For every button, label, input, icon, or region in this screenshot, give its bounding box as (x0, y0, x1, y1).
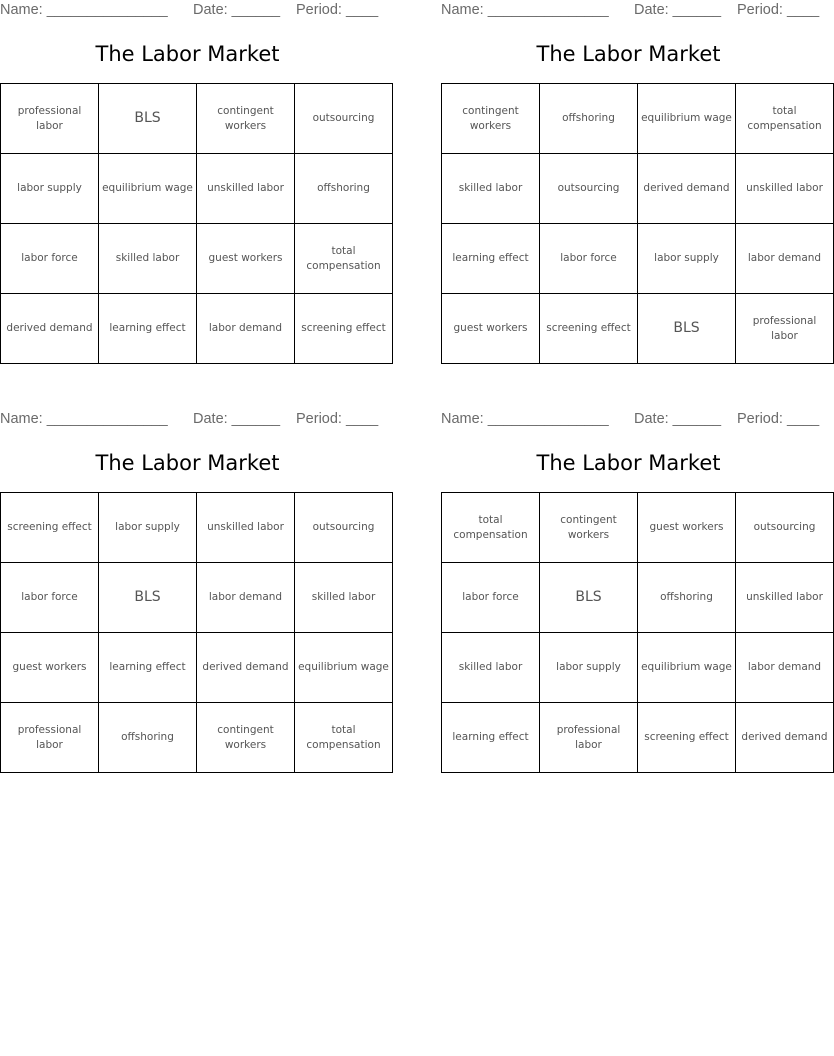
grid-cell: learning effect (99, 633, 197, 703)
grid-row (1, 633, 393, 703)
grid-cell: outsourcing (736, 493, 834, 563)
grid-cell: outsourcing (540, 154, 638, 224)
grid-cell: derived demand (736, 703, 834, 773)
grid-cell: total compensation (442, 493, 540, 563)
grid-row (442, 563, 834, 633)
grid-cell: equilibrium wage (99, 154, 197, 224)
grid-cell: contingent workers (442, 84, 540, 154)
grid-cell: outsourcing (295, 84, 393, 154)
grid-cell: labor supply (540, 633, 638, 703)
grid-cell: equilibrium wage (295, 633, 393, 703)
grid-cell: offshoring (99, 703, 197, 773)
grid-cell: screening effect (638, 703, 736, 773)
grid-row (442, 703, 834, 773)
grid-cell-free: BLS (99, 563, 197, 633)
grid-row (442, 154, 834, 224)
name-field-label: Name: _______________ (0, 2, 168, 18)
card-header (441, 2, 821, 20)
grid-row (1, 493, 393, 563)
card-title: The Labor Market (536, 42, 721, 66)
bingo-grid (0, 83, 393, 364)
grid-cell: offshoring (540, 84, 638, 154)
grid-cell: screening effect (1, 493, 99, 563)
grid-cell: guest workers (1, 633, 99, 703)
period-field-label: Period: ____ (737, 411, 820, 427)
grid-cell: unskilled labor (736, 563, 834, 633)
card-header (0, 411, 380, 429)
grid-row (442, 493, 834, 563)
grid-cell: contingent workers (197, 84, 295, 154)
bingo-grid (0, 492, 393, 773)
grid-row (1, 84, 393, 154)
grid-cell: professional labor (736, 294, 834, 364)
date-field-label: Date: ______ (193, 2, 281, 18)
grid-row (1, 154, 393, 224)
grid-row (1, 224, 393, 294)
grid-row (442, 633, 834, 703)
grid-row (1, 294, 393, 364)
grid-row (1, 703, 393, 773)
grid-cell: equilibrium wage (638, 633, 736, 703)
grid-cell: labor demand (736, 224, 834, 294)
grid-cell: labor force (1, 563, 99, 633)
date-field-label: Date: ______ (193, 411, 281, 427)
grid-cell: labor force (540, 224, 638, 294)
grid-cell: equilibrium wage (638, 84, 736, 154)
grid-cell: skilled labor (442, 154, 540, 224)
card-header (0, 2, 380, 20)
grid-cell: offshoring (295, 154, 393, 224)
grid-cell: unskilled labor (736, 154, 834, 224)
grid-cell: unskilled labor (197, 154, 295, 224)
date-field-label: Date: ______ (634, 411, 722, 427)
grid-cell-free: BLS (638, 294, 736, 364)
grid-cell: professional labor (540, 703, 638, 773)
grid-cell: derived demand (1, 294, 99, 364)
period-field-label: Period: ____ (296, 2, 379, 18)
grid-cell: total compensation (736, 84, 834, 154)
grid-cell: unskilled labor (197, 493, 295, 563)
period-field-label: Period: ____ (296, 411, 379, 427)
grid-cell: derived demand (638, 154, 736, 224)
grid-cell: screening effect (540, 294, 638, 364)
card-title: The Labor Market (95, 42, 280, 66)
grid-cell: skilled labor (295, 563, 393, 633)
grid-cell: professional labor (1, 84, 99, 154)
grid-cell: contingent workers (197, 703, 295, 773)
grid-cell: total compensation (295, 224, 393, 294)
grid-cell: labor force (442, 563, 540, 633)
grid-row (442, 294, 834, 364)
grid-cell: learning effect (442, 703, 540, 773)
grid-cell: professional labor (1, 703, 99, 773)
grid-cell: outsourcing (295, 493, 393, 563)
grid-cell: total compensation (295, 703, 393, 773)
grid-cell: labor supply (99, 493, 197, 563)
grid-cell: labor demand (197, 563, 295, 633)
name-field-label: Name: _______________ (441, 2, 609, 18)
grid-cell: derived demand (197, 633, 295, 703)
grid-cell: labor demand (736, 633, 834, 703)
name-field-label: Name: _______________ (441, 411, 609, 427)
grid-cell: labor demand (197, 294, 295, 364)
bingo-grid (441, 83, 834, 364)
grid-cell: learning effect (99, 294, 197, 364)
grid-cell: skilled labor (99, 224, 197, 294)
grid-cell-free: BLS (540, 563, 638, 633)
name-field-label: Name: _______________ (0, 411, 168, 427)
grid-row (442, 84, 834, 154)
grid-cell: offshoring (638, 563, 736, 633)
grid-cell: learning effect (442, 224, 540, 294)
grid-cell: skilled labor (442, 633, 540, 703)
card-title: The Labor Market (536, 451, 721, 475)
grid-cell: guest workers (197, 224, 295, 294)
card-header (441, 411, 821, 429)
card-title: The Labor Market (95, 451, 280, 475)
date-field-label: Date: ______ (634, 2, 722, 18)
grid-cell-free: BLS (99, 84, 197, 154)
grid-cell: contingent workers (540, 493, 638, 563)
grid-cell: labor supply (638, 224, 736, 294)
grid-cell: screening effect (295, 294, 393, 364)
grid-row (442, 224, 834, 294)
grid-row (1, 563, 393, 633)
grid-cell: guest workers (638, 493, 736, 563)
period-field-label: Period: ____ (737, 2, 820, 18)
grid-cell: labor supply (1, 154, 99, 224)
bingo-grid (441, 492, 834, 773)
grid-cell: guest workers (442, 294, 540, 364)
grid-cell: labor force (1, 224, 99, 294)
